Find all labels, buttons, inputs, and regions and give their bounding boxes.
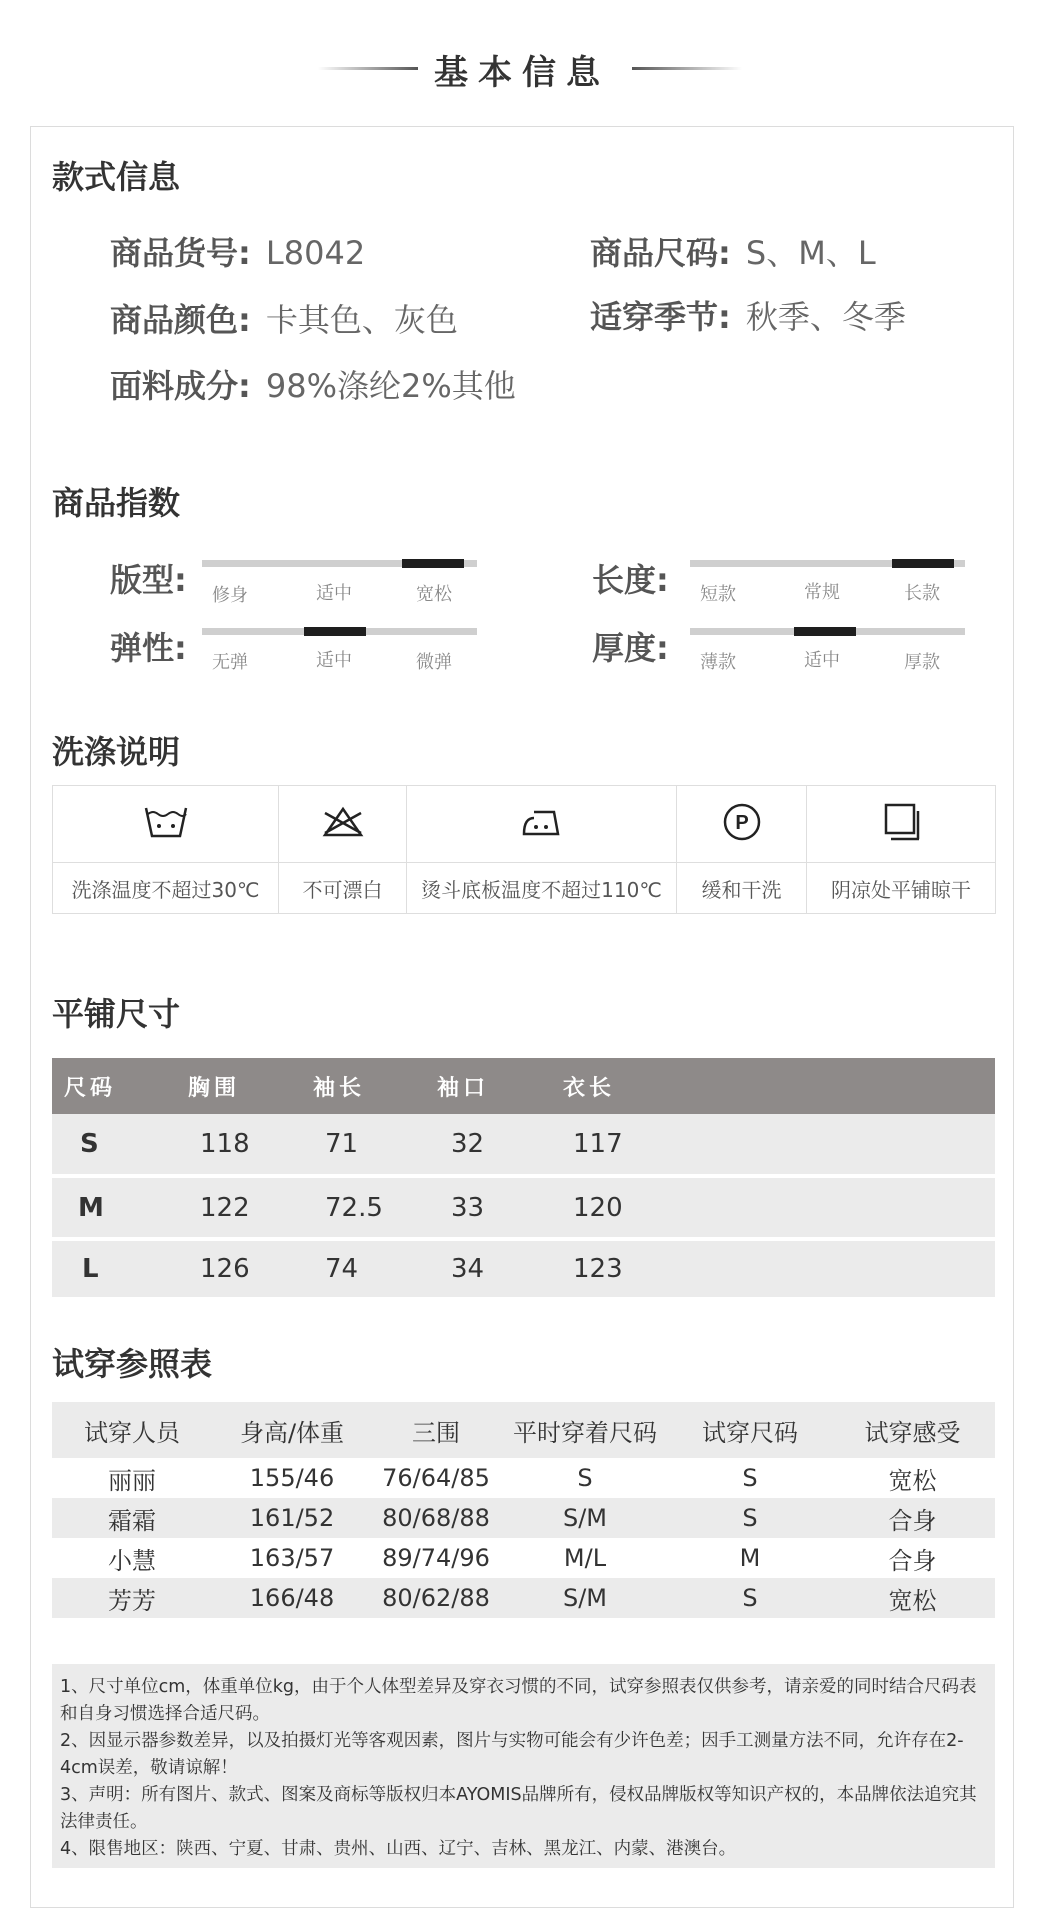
index-marker bbox=[794, 627, 856, 636]
index-bar-fit bbox=[202, 560, 477, 567]
fit-cell: 155/46 bbox=[212, 1458, 372, 1498]
care-text: 洗涤温度不超过30℃ bbox=[53, 863, 279, 914]
index-marker bbox=[892, 559, 954, 568]
size-value: 34 bbox=[437, 1241, 563, 1297]
fit-cell: 163/57 bbox=[212, 1538, 372, 1578]
care-icon-cell bbox=[807, 786, 996, 863]
flat-size-title: 平铺尺寸 bbox=[52, 995, 181, 1033]
size-value: 122 bbox=[188, 1178, 313, 1241]
fit-cell: 芳芳 bbox=[52, 1578, 212, 1618]
table-row bbox=[52, 1578, 995, 1618]
index-tick: 适中 bbox=[316, 650, 352, 671]
fit-cell: 166/48 bbox=[212, 1578, 372, 1618]
dry-clean-letter: P bbox=[734, 811, 749, 834]
fit-table bbox=[52, 1402, 995, 1618]
size-header: 袖长 bbox=[313, 1058, 437, 1114]
fit-cell: S bbox=[670, 1498, 830, 1538]
fit-cell: 合身 bbox=[830, 1498, 995, 1538]
index-tick: 短款 bbox=[700, 584, 736, 605]
table-row bbox=[52, 1114, 995, 1178]
fit-cell: M bbox=[670, 1538, 830, 1578]
field-label: 面料成分: bbox=[110, 367, 251, 405]
field-item-number bbox=[110, 228, 365, 274]
table-row bbox=[52, 1538, 995, 1578]
care-icon-cell bbox=[407, 786, 677, 863]
size-value: 126 bbox=[188, 1241, 313, 1297]
index-tick: 薄款 bbox=[700, 652, 736, 673]
index-tick: 长款 bbox=[904, 583, 940, 604]
fit-cell: 80/62/88 bbox=[372, 1578, 500, 1618]
care-table bbox=[52, 785, 996, 914]
wash-30-icon bbox=[144, 804, 188, 840]
index-bar-elasticity bbox=[202, 628, 477, 635]
field-value: 卡其色、灰色 bbox=[265, 301, 458, 339]
size-header: 尺码 bbox=[52, 1058, 188, 1114]
fit-cell: 宽松 bbox=[830, 1578, 995, 1618]
fit-cell: 161/52 bbox=[212, 1498, 372, 1538]
fit-cell: 80/68/88 bbox=[372, 1498, 500, 1538]
table-row bbox=[52, 1178, 995, 1241]
index-tick: 适中 bbox=[316, 583, 352, 604]
index-label-thickness: 厚度: bbox=[592, 629, 669, 667]
note-line: 2、因显示器参数差异，以及拍摄灯光等客观因素，图片与实物可能会有少许色差；因手工测量方法不同，允许存在2-4cm误差，敬请谅解！ bbox=[60, 1731, 964, 1778]
note-line: 1、尺寸单位cm，体重单位kg，由于个人体型差异及穿衣习惯的不同，试穿参照表仅供参考，请亲爱的同时结合尺码表和自身习惯选择合适尺码。 bbox=[60, 1677, 977, 1724]
index-tick: 修身 bbox=[212, 585, 248, 606]
size-value: 120 bbox=[563, 1178, 995, 1241]
index-tick: 适中 bbox=[804, 650, 840, 671]
index-tick: 宽松 bbox=[416, 584, 452, 605]
fit-reference-title: 试穿参照表 bbox=[52, 1345, 213, 1383]
field-fabric bbox=[110, 361, 516, 407]
table-row bbox=[52, 1241, 995, 1297]
field-size bbox=[590, 228, 876, 274]
fit-cell: 丽丽 bbox=[52, 1458, 212, 1498]
iron-110-icon bbox=[520, 806, 564, 838]
index-bar-length bbox=[690, 560, 965, 567]
dry-clean-p-icon bbox=[722, 802, 762, 842]
index-bar-thickness bbox=[690, 628, 965, 635]
header-right-line bbox=[632, 67, 742, 70]
index-label-fit: 版型: bbox=[110, 561, 187, 599]
table-row bbox=[52, 1498, 995, 1538]
fit-header: 三围 bbox=[372, 1402, 500, 1458]
fit-cell: 76/64/85 bbox=[372, 1458, 500, 1498]
fit-header: 试穿人员 bbox=[52, 1402, 212, 1458]
note-line: 3、声明：所有图片、款式、图案及商标等版权归本AYOMIS品牌所有，侵权品牌版权等知识产权的，本品牌依法追究其法律责任。 bbox=[60, 1785, 977, 1832]
size-cell: S bbox=[52, 1114, 188, 1178]
fit-cell: M/L bbox=[500, 1538, 670, 1578]
fit-cell: S bbox=[500, 1458, 670, 1498]
care-text: 烫斗底板温度不超过110℃ bbox=[407, 863, 677, 914]
index-label-length: 长度: bbox=[592, 561, 669, 599]
size-header: 胸围 bbox=[188, 1058, 313, 1114]
fit-cell: 合身 bbox=[830, 1538, 995, 1578]
field-label: 商品货号: bbox=[110, 234, 251, 272]
care-text: 阴凉处平铺晾干 bbox=[807, 863, 996, 914]
fit-header: 平时穿着尺码 bbox=[500, 1402, 670, 1458]
field-label: 商品颜色: bbox=[110, 301, 251, 339]
note-line: 4、限售地区：陕西、宁夏、甘肃、贵州、山西、辽宁、吉林、黑龙江、内蒙、港澳台。 bbox=[60, 1839, 737, 1859]
field-value: 秋季、冬季 bbox=[745, 298, 906, 336]
size-table bbox=[52, 1058, 995, 1297]
fit-cell: S bbox=[670, 1578, 830, 1618]
index-marker bbox=[304, 627, 366, 636]
fit-cell: S bbox=[670, 1458, 830, 1498]
field-color bbox=[110, 295, 458, 341]
washing-title: 洗涤说明 bbox=[52, 733, 181, 771]
index-tick: 常规 bbox=[804, 582, 840, 603]
size-header: 袖口 bbox=[437, 1058, 563, 1114]
size-cell: L bbox=[52, 1241, 188, 1297]
size-cell: M bbox=[52, 1178, 188, 1241]
size-value: 117 bbox=[563, 1114, 995, 1178]
size-value: 118 bbox=[188, 1114, 313, 1178]
index-tick: 厚款 bbox=[904, 652, 940, 673]
index-label-elasticity: 弹性: bbox=[110, 629, 187, 667]
care-icon-cell bbox=[279, 786, 407, 863]
index-tick: 微弹 bbox=[416, 652, 452, 673]
fit-cell: S/M bbox=[500, 1578, 670, 1618]
fit-header: 试穿尺码 bbox=[670, 1402, 830, 1458]
fit-cell: 89/74/96 bbox=[372, 1538, 500, 1578]
fit-cell: 宽松 bbox=[830, 1458, 995, 1498]
page-title: 基本信息 bbox=[434, 53, 610, 93]
size-value: 123 bbox=[563, 1241, 995, 1297]
size-value: 72.5 bbox=[313, 1178, 437, 1241]
field-value: S、M、L bbox=[745, 234, 876, 272]
fit-cell: 霜霜 bbox=[52, 1498, 212, 1538]
index-marker bbox=[402, 559, 464, 568]
index-tick: 无弹 bbox=[212, 652, 248, 673]
care-icon-cell bbox=[677, 786, 807, 863]
field-label: 商品尺码: bbox=[590, 234, 731, 272]
table-row bbox=[52, 1458, 995, 1498]
dry-flat-shade-icon bbox=[881, 802, 921, 842]
size-value: 33 bbox=[437, 1178, 563, 1241]
fit-header: 身高/体重 bbox=[212, 1402, 372, 1458]
style-info-title: 款式信息 bbox=[52, 158, 181, 196]
fit-cell: 小慧 bbox=[52, 1538, 212, 1578]
field-value: 98%涤纶2%其他 bbox=[265, 367, 516, 405]
product-index-title: 商品指数 bbox=[52, 484, 181, 522]
care-text: 缓和干洗 bbox=[677, 863, 807, 914]
size-value: 32 bbox=[437, 1114, 563, 1178]
size-header: 衣长 bbox=[563, 1058, 995, 1114]
no-bleach-icon bbox=[321, 805, 365, 839]
field-label: 适穿季节: bbox=[590, 298, 731, 336]
fit-header: 试穿感受 bbox=[830, 1402, 995, 1458]
fit-cell: S/M bbox=[500, 1498, 670, 1538]
care-icon-cell bbox=[53, 786, 279, 863]
size-value: 71 bbox=[313, 1114, 437, 1178]
field-season bbox=[590, 292, 906, 338]
care-text: 不可漂白 bbox=[279, 863, 407, 914]
notes-box bbox=[52, 1664, 995, 1868]
size-value: 74 bbox=[313, 1241, 437, 1297]
field-value: L8042 bbox=[265, 234, 366, 272]
